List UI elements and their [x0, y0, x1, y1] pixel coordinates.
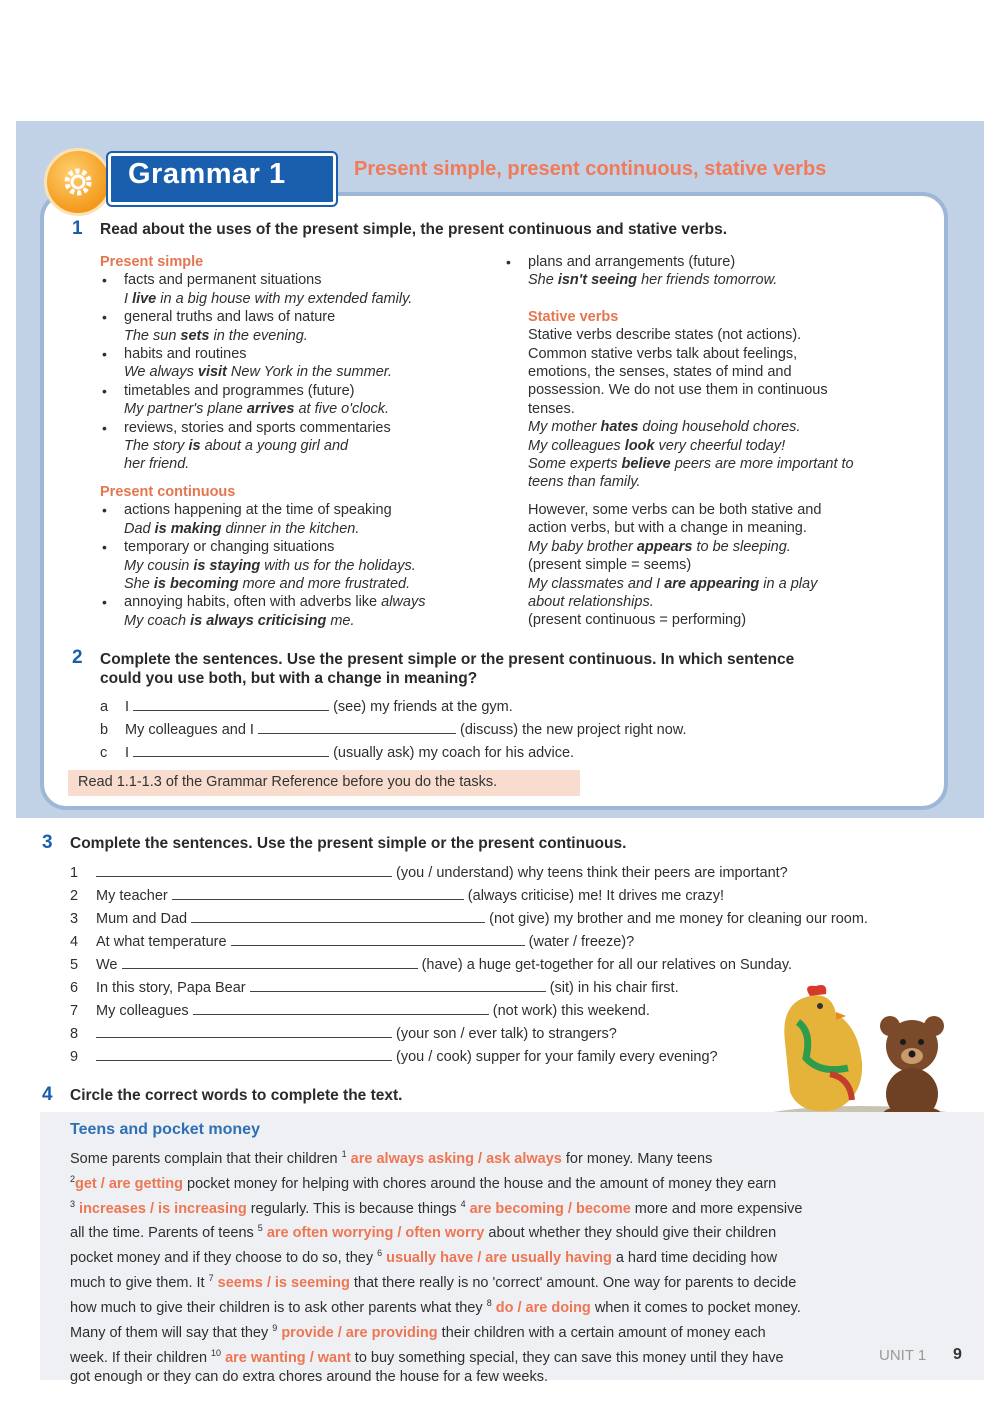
exercise-item: 1 (you / understand) why teens think their peers are important? — [70, 865, 788, 881]
answer-blank[interactable] — [231, 933, 525, 946]
rule-item: • plans and arrangements (future) — [504, 253, 854, 271]
word-choice[interactable]: do / are doing — [495, 1299, 591, 1316]
page-number: 9 — [953, 1346, 962, 1363]
rule-example: teens than family. — [528, 474, 641, 491]
word-choice[interactable]: are wanting / want — [225, 1349, 351, 1366]
exercise-item: 6 In this story, Papa Bear (sit) in his chair first. — [70, 980, 679, 996]
rule-item: • habits and routines — [100, 345, 425, 363]
reading-text: Some parents complain that their children $^1$ are always asking / ask always for money. Many teens $^2$get / are getting pocket money for helping with chores around the house and the amount of money they earn $^3$ increases / is increasing regularly. This is because things $^4$ are becoming / become more and more expensive all the time. Parents of teens $^5$ are often worrying / often worry about whether they should give their children pocket money and if they choose to do so, they $^6$ usually have / are usually having a hard time deciding how much to give them. It $^7$ seems / is seeming that there really is no 'correct' amount. One way for parents to decide how much to give their children is to ask other parents what they $^8$ do / are doing when it comes to pocket money. Many of them will say that they $^9$ provide / are providing their children with a certain amount of money each week. If their children $^{10}$ are wanting / want to buy something special, they can save this money until they have got enough or they can do extra chores around the house for a few weeks. — [70, 1149, 803, 1386]
exercise-instruction: Read about the uses of the present simple, the present continuous and stative verbs. — [100, 221, 728, 238]
present-simple-column — [100, 253, 425, 630]
rule-example: about relationships. — [528, 593, 654, 610]
exercise-item: 9 (you / cook) supper for your family every evening? — [70, 1049, 718, 1065]
page-subtitle: Present simple, present continuous, stative verbs — [354, 158, 827, 180]
exercise-number: 3 — [42, 832, 53, 853]
answer-blank[interactable] — [96, 864, 392, 877]
stative-text: Stative verbs describe states (not actions). — [528, 327, 802, 344]
rule-example: We always visit New York in the summer. — [124, 364, 393, 381]
rule-example: Dad is making dinner in the kitchen. — [124, 520, 360, 537]
exercise-instruction: Complete the sentences. Use the present simple or the present continuous. — [70, 835, 627, 852]
gear-icon — [44, 148, 112, 216]
rule-example: My baby brother appears to be sleeping. — [528, 538, 791, 555]
exercise-item: 4 At what temperature (water / freeze)? — [70, 934, 635, 950]
exercise-item: 5 We (have) a huge get-together for all our relatives on Sunday. — [70, 957, 793, 973]
rule-example: My colleagues look very cheerful today! — [528, 437, 786, 454]
meaning-note: (present simple = seems) — [528, 557, 692, 574]
exercise-item: b My colleagues and I (discuss) the new project right now. — [100, 722, 687, 738]
word-choice[interactable]: get / are getting — [75, 1175, 183, 1192]
rule-item: • annoying habits, often with adverbs like always — [100, 593, 425, 611]
word-choice[interactable]: increases / is increasing — [79, 1200, 247, 1217]
rule-item: • general truths and laws of nature — [100, 308, 425, 326]
present-continuous-heading: Present continuous — [100, 483, 236, 500]
word-choice[interactable]: are becoming / become — [469, 1200, 631, 1217]
rule-item: • timetables and programmes (future) — [100, 382, 425, 400]
rule-example: her friend. — [124, 456, 190, 473]
exercise-number: 4 — [42, 1084, 53, 1105]
stative-heading: Stative verbs — [528, 308, 619, 325]
exercise-item: 2 My teacher (always criticise) me! It drives me crazy! — [70, 888, 725, 904]
exercise-2-items — [100, 696, 687, 765]
exercise-item: 3 Mum and Dad (not give) my brother and me money for cleaning our room. — [70, 911, 868, 927]
answer-blank[interactable] — [96, 1025, 392, 1038]
rule-example: My partner's plane arrives at five o'clock. — [124, 401, 390, 418]
answer-blank[interactable] — [133, 698, 329, 711]
however-text: action verbs, but with a change in meaning. — [528, 520, 807, 537]
rule-example: My mother hates doing household chores. — [528, 419, 801, 436]
rule-example: I live in a big house with my extended family. — [124, 290, 413, 307]
rule-example: The sun sets in the evening. — [124, 327, 308, 344]
stative-text: emotions, the senses, states of mind and — [528, 364, 792, 381]
exercise-instruction: Circle the correct words to complete the text. — [70, 1087, 403, 1104]
rule-example: The story is about a young girl and — [124, 438, 349, 455]
grammar-reference-note: Read 1.1-1.3 of the Grammar Reference before you do the tasks. — [68, 770, 580, 796]
exercise-item: a I (see) my friends at the gym. — [100, 699, 513, 715]
rule-item: • facts and permanent situations — [100, 271, 425, 289]
answer-blank[interactable] — [122, 956, 418, 969]
page-title: Grammar 1 — [128, 158, 286, 190]
word-choice[interactable]: are often worrying / often worry — [266, 1225, 485, 1242]
exercise-number: 1 — [72, 218, 83, 239]
stative-text: Common stative verbs talk about feelings, — [528, 345, 798, 362]
rule-example: She is becoming more and more frustrated. — [124, 575, 411, 592]
exercise-instruction: Complete the sentences. Use the present simple or the present continuous. In which sentence could you use both, but with a change in meaning? — [100, 651, 795, 687]
answer-blank[interactable] — [191, 910, 485, 923]
answer-blank[interactable] — [193, 1002, 489, 1015]
meaning-note: (present continuous = performing) — [528, 612, 747, 629]
stative-text: possession. We do not use them in continuous — [528, 382, 828, 399]
word-choice[interactable]: provide / are providing — [281, 1324, 438, 1341]
word-choice[interactable]: usually have / are usually having — [386, 1250, 612, 1267]
rule-item: • temporary or changing situations — [100, 538, 425, 556]
rule-example: My coach is always criticising me. — [124, 612, 355, 629]
answer-blank[interactable] — [96, 1048, 392, 1061]
answer-blank[interactable] — [258, 721, 456, 734]
rule-item: • reviews, stories and sports commentaries — [100, 419, 425, 437]
however-text: However, some verbs can be both stative and — [528, 501, 822, 518]
answer-blank[interactable] — [250, 979, 546, 992]
stative-text: tenses. — [528, 400, 575, 417]
rule-example: She isn't seeing her friends tomorrow. — [528, 272, 778, 289]
reading-title: Teens and pocket money — [70, 1121, 260, 1138]
rule-example: My cousin is staying with us for the holidays. — [124, 557, 416, 574]
rule-example: My classmates and I are appearing in a play — [528, 575, 818, 592]
exercise-item: 8 (your son / ever talk) to strangers? — [70, 1026, 617, 1042]
rooster-comb — [807, 985, 826, 996]
word-choice[interactable]: are always asking / ask always — [350, 1150, 562, 1167]
word-choice[interactable]: seems / is seeming — [217, 1274, 350, 1291]
answer-blank[interactable] — [172, 887, 464, 900]
present-simple-heading: Present simple — [100, 254, 204, 270]
answer-blank[interactable] — [133, 744, 329, 757]
exercise-item: 7 My colleagues (not work) this weekend. — [70, 1003, 650, 1019]
rule-item: • actions happening at the time of speaking — [100, 501, 425, 519]
exercise-number: 2 — [72, 647, 83, 668]
stative-column — [528, 253, 854, 630]
exercise-item: c I (usually ask) my coach for his advice. — [100, 745, 575, 761]
rule-example: Some experts believe peers are more important to — [528, 456, 854, 473]
unit-label: UNIT 1 — [879, 1347, 927, 1364]
